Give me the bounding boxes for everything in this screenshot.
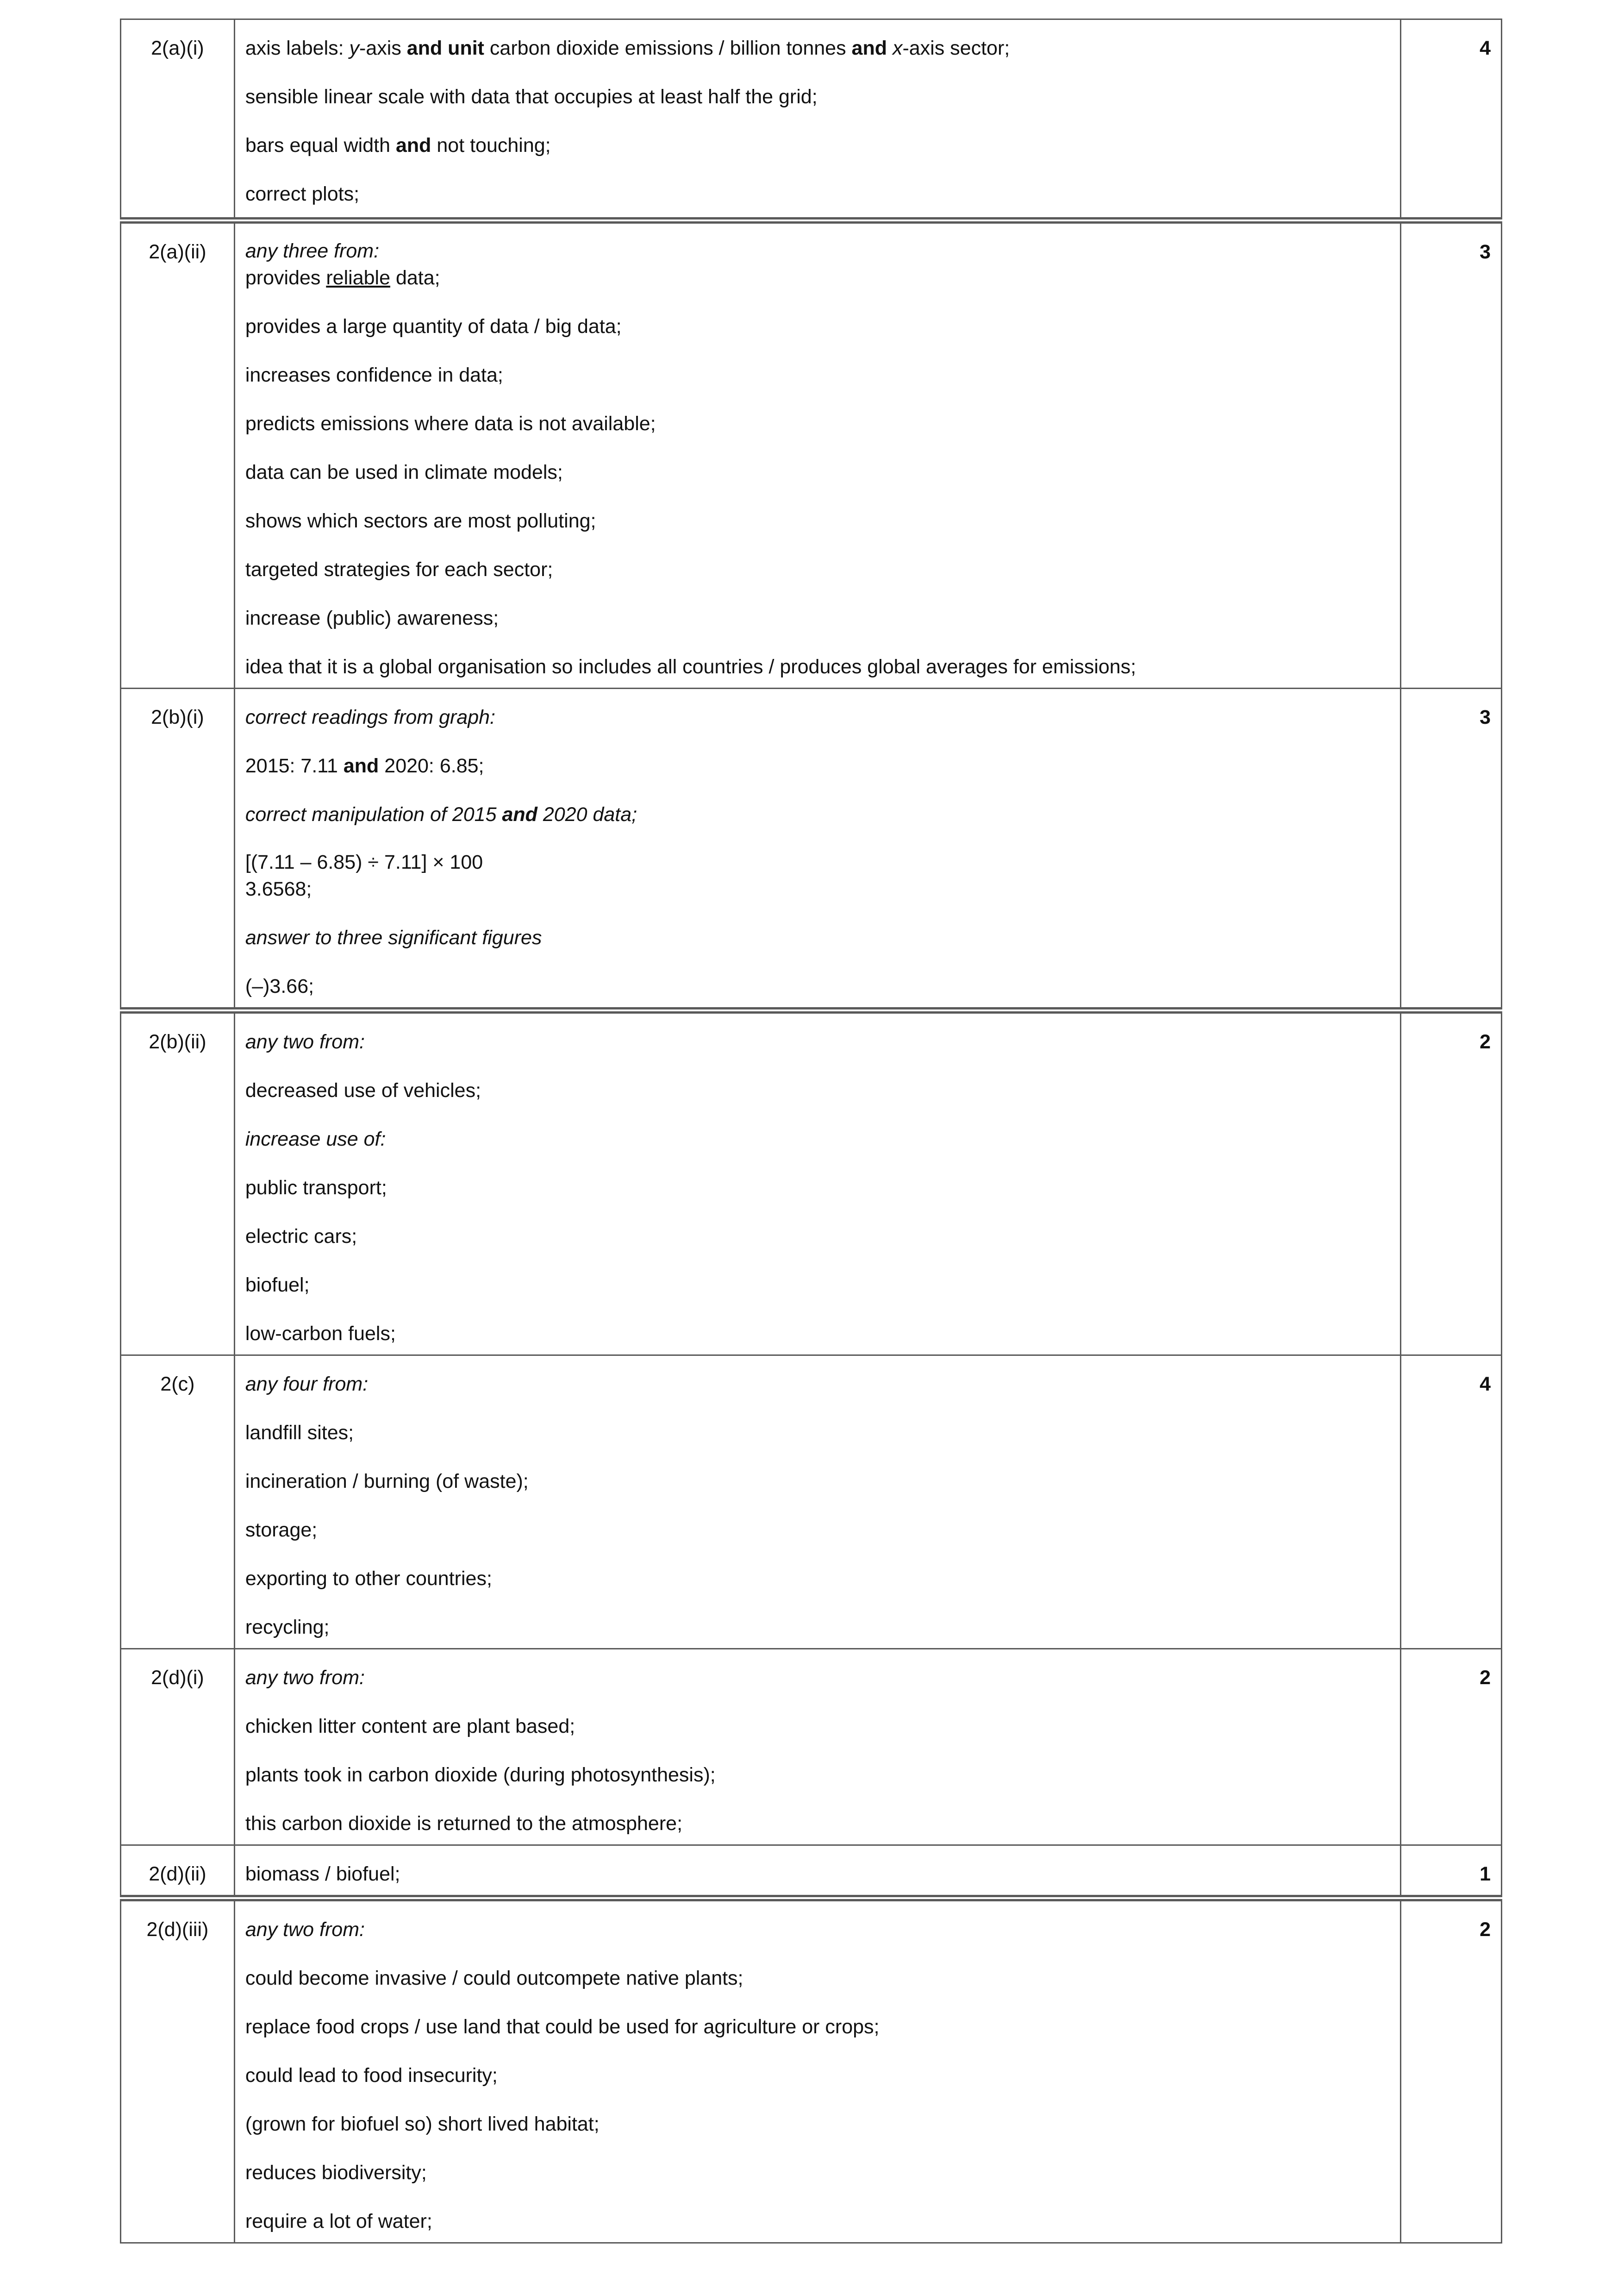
mark-value: 4 [1401, 19, 1502, 220]
answer-heading: any two from: [245, 1918, 365, 1941]
mark-scheme-table [120, 19, 1502, 2244]
answer-line: public transport; [245, 1176, 387, 1199]
answer-line: chicken litter content are plant based; [245, 1715, 575, 1737]
mark-value: 4 [1401, 1355, 1502, 1648]
question-number: 2(d)(i) [121, 1648, 235, 1845]
mark-value: 2 [1401, 1648, 1502, 1845]
answer-line: incineration / burning (of waste); [245, 1470, 529, 1492]
answer-line: increases confidence in data; [245, 364, 503, 386]
answer-line: data can be used in climate models; [245, 461, 563, 483]
answer-heading: any four from: [245, 1373, 369, 1395]
table-row [121, 1648, 1502, 1845]
answer-heading: any three from: [245, 239, 380, 262]
mark-value: 3 [1401, 220, 1502, 689]
answer-line: correct plots; [245, 183, 360, 205]
answer-line: reduces biodiversity; [245, 2161, 427, 2184]
answer-line: could lead to food insecurity; [245, 2064, 498, 2087]
mark-value: 1 [1401, 1845, 1502, 1898]
answer-heading: increase use of: [245, 1128, 386, 1150]
mark-value: 2 [1401, 1010, 1502, 1355]
answer-cell [234, 1648, 1401, 1845]
question-number: 2(a)(ii) [121, 220, 235, 689]
answer-line: landfill sites; [245, 1421, 354, 1444]
answer-heading: any two from: [245, 1666, 365, 1689]
table-row [121, 1010, 1502, 1355]
answer-line: [(7.11 – 6.85) ÷ 7.11] × 100 [245, 851, 483, 873]
table-row [121, 1355, 1502, 1648]
question-number: 2(b)(i) [121, 688, 235, 1010]
answer-cell [234, 1845, 1401, 1898]
answer-line: could become invasive / could outcompete native plants; [245, 1967, 743, 1989]
answer-line: decreased use of vehicles; [245, 1079, 481, 1102]
answer-line: (grown for biofuel so) short lived habitat; [245, 2112, 600, 2135]
answer-heading: correct manipulation of 2015 and 2020 data; [245, 803, 637, 826]
answer-line: provides reliable data; [245, 266, 440, 289]
answer-line: plants took in carbon dioxide (during photosynthesis); [245, 1763, 716, 1786]
answer-line: shows which sectors are most polluting; [245, 509, 596, 532]
answer-line: replace food crops / use land that could be used for agriculture or crops; [245, 2015, 880, 2038]
question-number: 2(b)(ii) [121, 1010, 235, 1355]
answer-cell [234, 1355, 1401, 1648]
answer-line: sensible linear scale with data that occupies at least half the grid; [245, 86, 818, 108]
answer-cell [234, 688, 1401, 1010]
question-number: 2(c) [121, 1355, 235, 1648]
question-number: 2(d)(iii) [121, 1898, 235, 2243]
answer-line: electric cars; [245, 1225, 357, 1247]
answer-heading: any two from: [245, 1030, 365, 1053]
answer-cell [234, 1010, 1401, 1355]
table-row [121, 1898, 1502, 2243]
answer-line: bars equal width and not touching; [245, 134, 551, 157]
mark-value: 3 [1401, 688, 1502, 1010]
answer-line: 3.6568; [245, 878, 312, 900]
answer-line: this carbon dioxide is returned to the atmosphere; [245, 1812, 683, 1835]
answer-line: require a lot of water; [245, 2210, 432, 2232]
answer-line: axis labels: y-axis and unit carbon dioxide emissions / billion tonnes and x-axis sector; [245, 37, 1010, 59]
answer-heading: correct readings from graph: [245, 706, 495, 728]
answer-line: (–)3.66; [245, 975, 314, 997]
answer-line: storage; [245, 1518, 318, 1541]
answer-line: increase (public) awareness; [245, 607, 499, 629]
answer-line: recycling; [245, 1616, 330, 1638]
answer-line: provides a large quantity of data / big data; [245, 315, 622, 338]
table-row [121, 688, 1502, 1010]
table-row [121, 220, 1502, 689]
answer-line: targeted strategies for each sector; [245, 558, 553, 581]
answer-cell [234, 19, 1401, 220]
table-row [121, 1845, 1502, 1898]
answer-line: biofuel; [245, 1273, 310, 1296]
answer-line: biomass / biofuel; [245, 1862, 400, 1885]
answer-cell [234, 220, 1401, 689]
answer-line: low-carbon fuels; [245, 1322, 396, 1345]
table-row [121, 19, 1502, 220]
question-number: 2(d)(ii) [121, 1845, 235, 1898]
answer-line: idea that it is a global organisation so includes all countries / produces global averages for emissions; [245, 655, 1137, 678]
question-number: 2(a)(i) [121, 19, 235, 220]
answer-line: 2015: 7.11 and 2020: 6.85; [245, 754, 484, 777]
answer-line: exporting to other countries; [245, 1567, 492, 1590]
answer-heading: answer to three significant figures [245, 926, 542, 949]
answer-cell [234, 1898, 1401, 2243]
mark-value: 2 [1401, 1898, 1502, 2243]
answer-line: predicts emissions where data is not available; [245, 412, 656, 435]
